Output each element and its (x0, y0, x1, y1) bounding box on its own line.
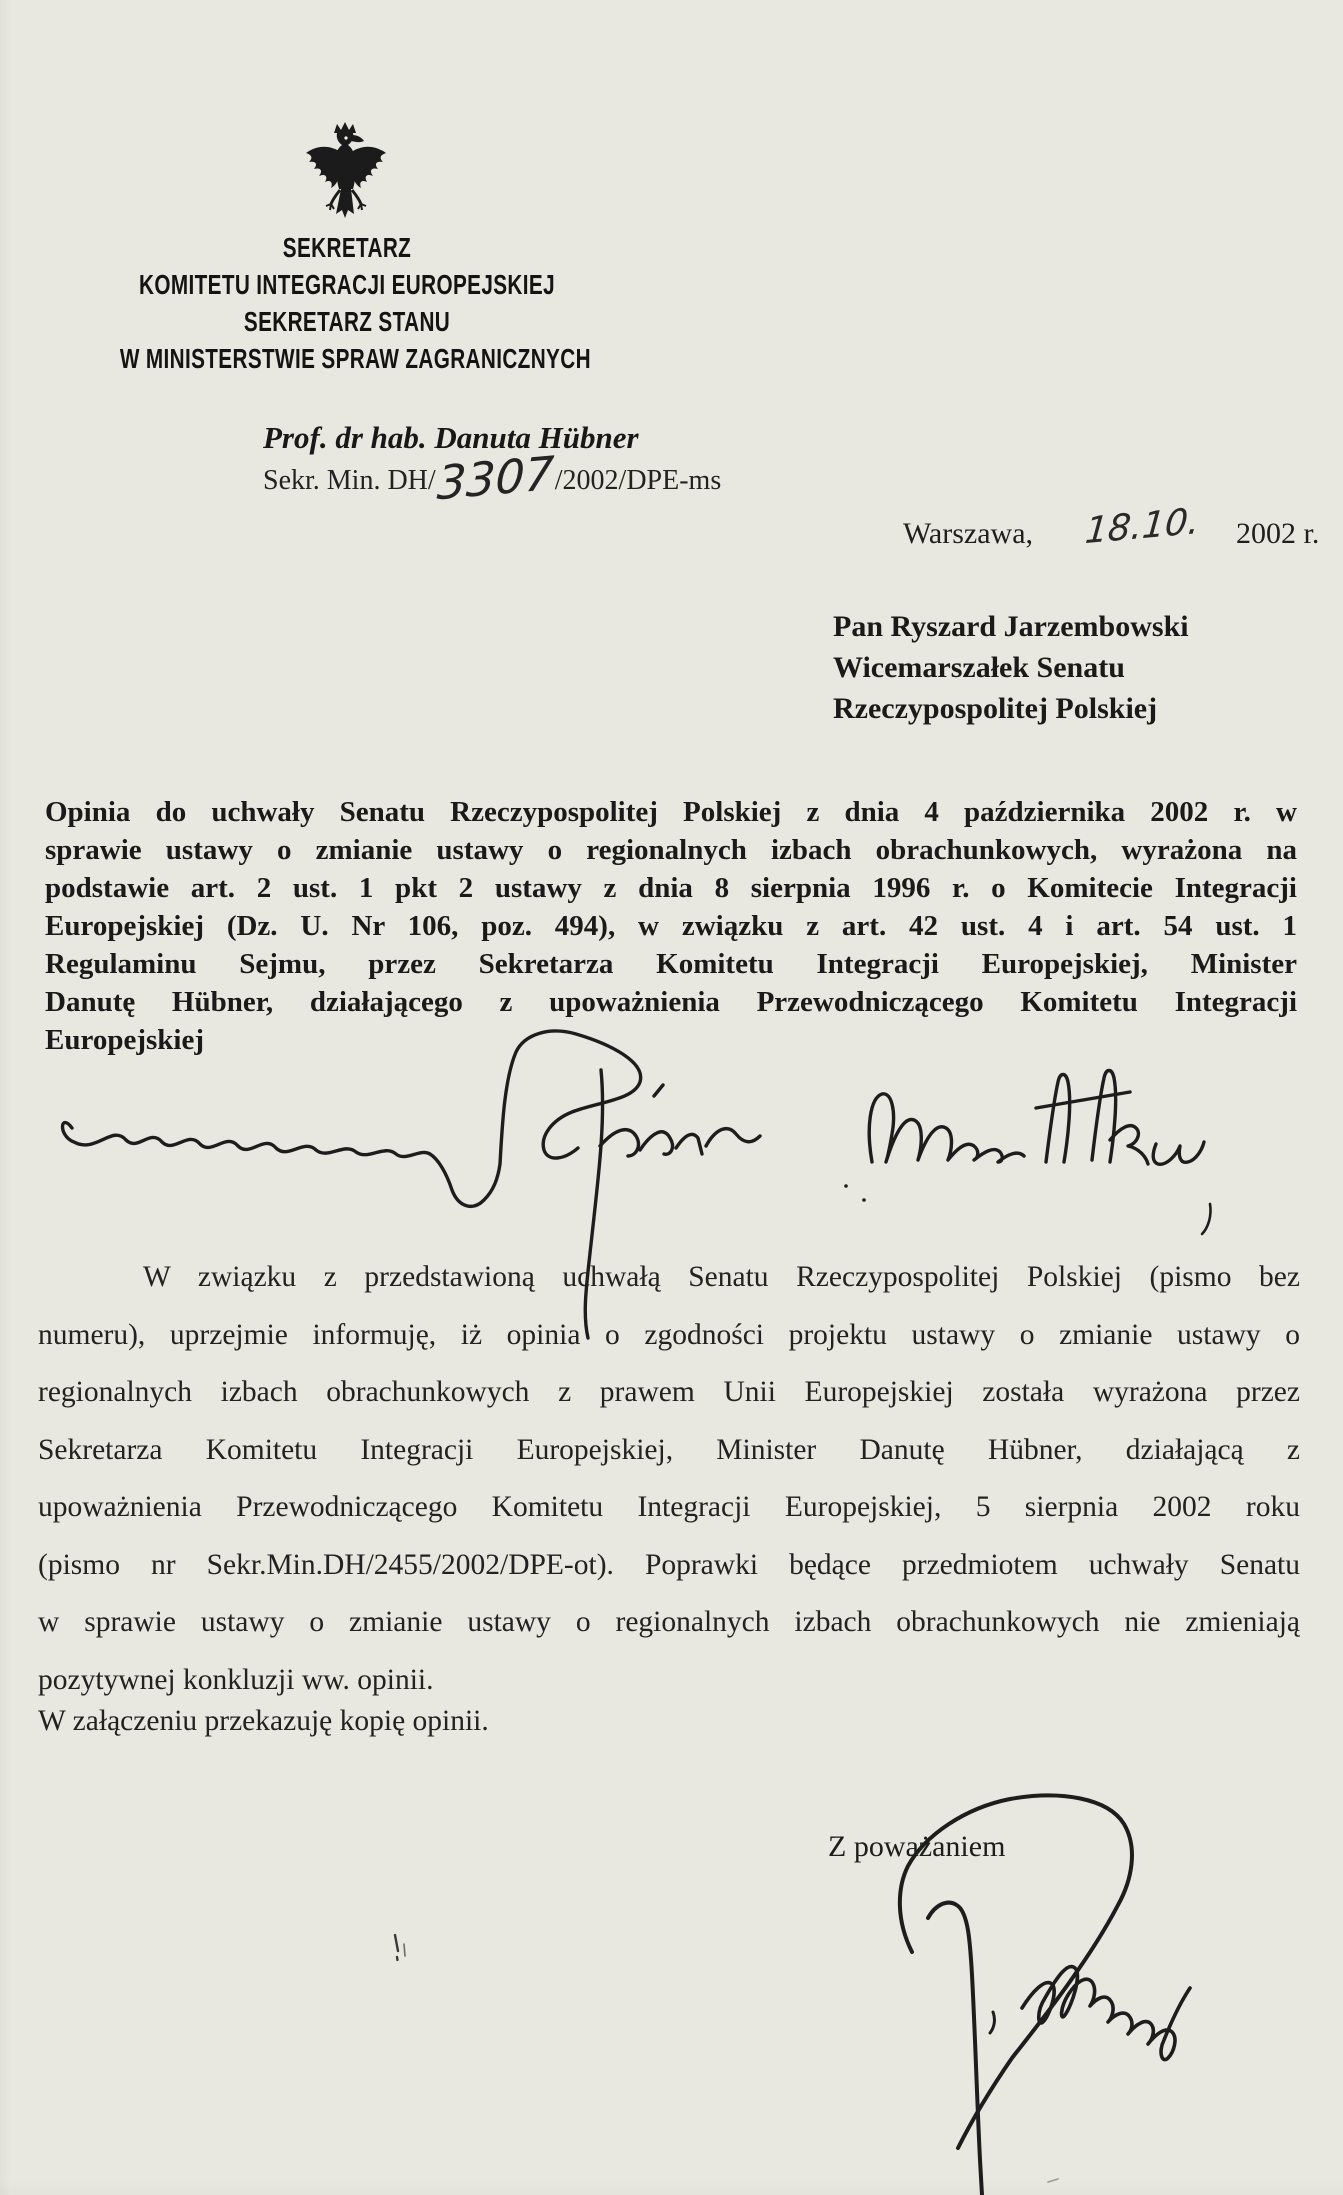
handwritten-date: 18.10. (1083, 500, 1202, 553)
text-line: regionalnych izbach obrachunkowych z prawem Unii Europejskiej została wyrażona przez (38, 1376, 1300, 1408)
ink-speck-artifacts (395, 1935, 1058, 2182)
text-line: Europejskiej (Dz. U. Nr 106, poz. 494), w związku z art. 42 ust. 4 i art. 54 ust. 1 (45, 910, 1297, 942)
text-line: sprawie ustawy o zmianie ustawy o regionalnych izbach obrachunkowych, wyrażona na (45, 834, 1297, 866)
reference-number-line (263, 445, 722, 511)
text-line: numeru), uprzejmie informuję, iż opinia o zgodności projektu ustawy o zmianie ustawy o (38, 1318, 1300, 1351)
text-line: Wicemarszałek Senatu (833, 651, 1125, 684)
text-line: SEKRETARZ (282, 232, 412, 263)
text-line: KOMITETU INTEGRACJI EUROPEJSKIEJ (139, 269, 555, 300)
text-line: Danutę Hübner, działającego z upoważnienia Przewodniczącego Komitetu Integracji (45, 986, 1297, 1018)
reference-prefix: Sekr. Min. DH/ (263, 465, 436, 496)
text-line: pozytywnej konkluzji ww. opinii. (38, 1663, 434, 1696)
text-line: Rzeczypospolitej Polskiej (833, 692, 1158, 725)
text-line: Regulaminu Sejmu, przez Sekretarza Komitetu Integracji Europejskiej, Minister (45, 948, 1297, 980)
addressee-block (833, 606, 1189, 729)
subject-paragraph (45, 793, 1297, 1059)
body-paragraph (38, 1249, 1300, 1709)
eagle-body (337, 159, 356, 189)
text-line: Pan Ryszard Jarzembowski (833, 610, 1189, 643)
text-line: Europejskiej (45, 1024, 204, 1056)
text-line: W MINISTERSTWIE SPRAW ZAGRANICZNYCH (119, 343, 591, 374)
sender-name: Prof. dr hab. Danuta Hübner (263, 420, 639, 455)
handwritten-reference-number: 3307 (435, 445, 555, 511)
letterhead-title-block (40, 229, 654, 377)
eagle-left-wing (306, 147, 339, 188)
reference-suffix: /2002/DPE-ms (554, 465, 722, 496)
dateline-city: Warszawa, (903, 517, 1034, 550)
dateline-year: 2002 r. (1236, 517, 1320, 550)
eagle-right-wing (353, 147, 386, 188)
text-line: podstawie art. 2 ust. 1 pkt 2 ustawy z dnia 8 sierpnia 1996 r. o Komitecie Integracji (45, 872, 1297, 904)
eagle-eye (344, 136, 347, 139)
text-line: w sprawie ustawy o zmianie ustawy o regionalnych izbach obrachunkowych nie zmieniają (38, 1606, 1300, 1638)
text-line: (pismo nr Sekr.Min.DH/2455/2002/DPE-ot). Poprawki będące przedmiotem uchwały Senatu (38, 1548, 1300, 1581)
polish-eagle-emblem-icon (301, 121, 391, 233)
eagle-beak (351, 135, 364, 142)
text-line: upoważnienia Przewodniczącego Komitetu Integracji Europejskiej, 5 sierpnia 2002 roku (38, 1491, 1300, 1523)
valediction: Z poważaniem (828, 1830, 1006, 1863)
text-line: SEKRETARZ STANU (243, 306, 451, 337)
enclosure-line: W załączeniu przekazuję kopię opinii. (38, 1705, 489, 1737)
text-line: W związku z przedstawioną uchwałą Senatu Rzeczypospolitej Polskiej (pismo bez (143, 1261, 1300, 1293)
eagle-crown (334, 122, 356, 133)
text-line: Opinia do uchwały Senatu Rzeczypospolitej Polskiej z dnia 4 października 2002 r. w (45, 796, 1297, 828)
text-line: Sekretarza Komitetu Integracji Europejskiej, Minister Danutę Hübner, działającą z (38, 1433, 1300, 1466)
